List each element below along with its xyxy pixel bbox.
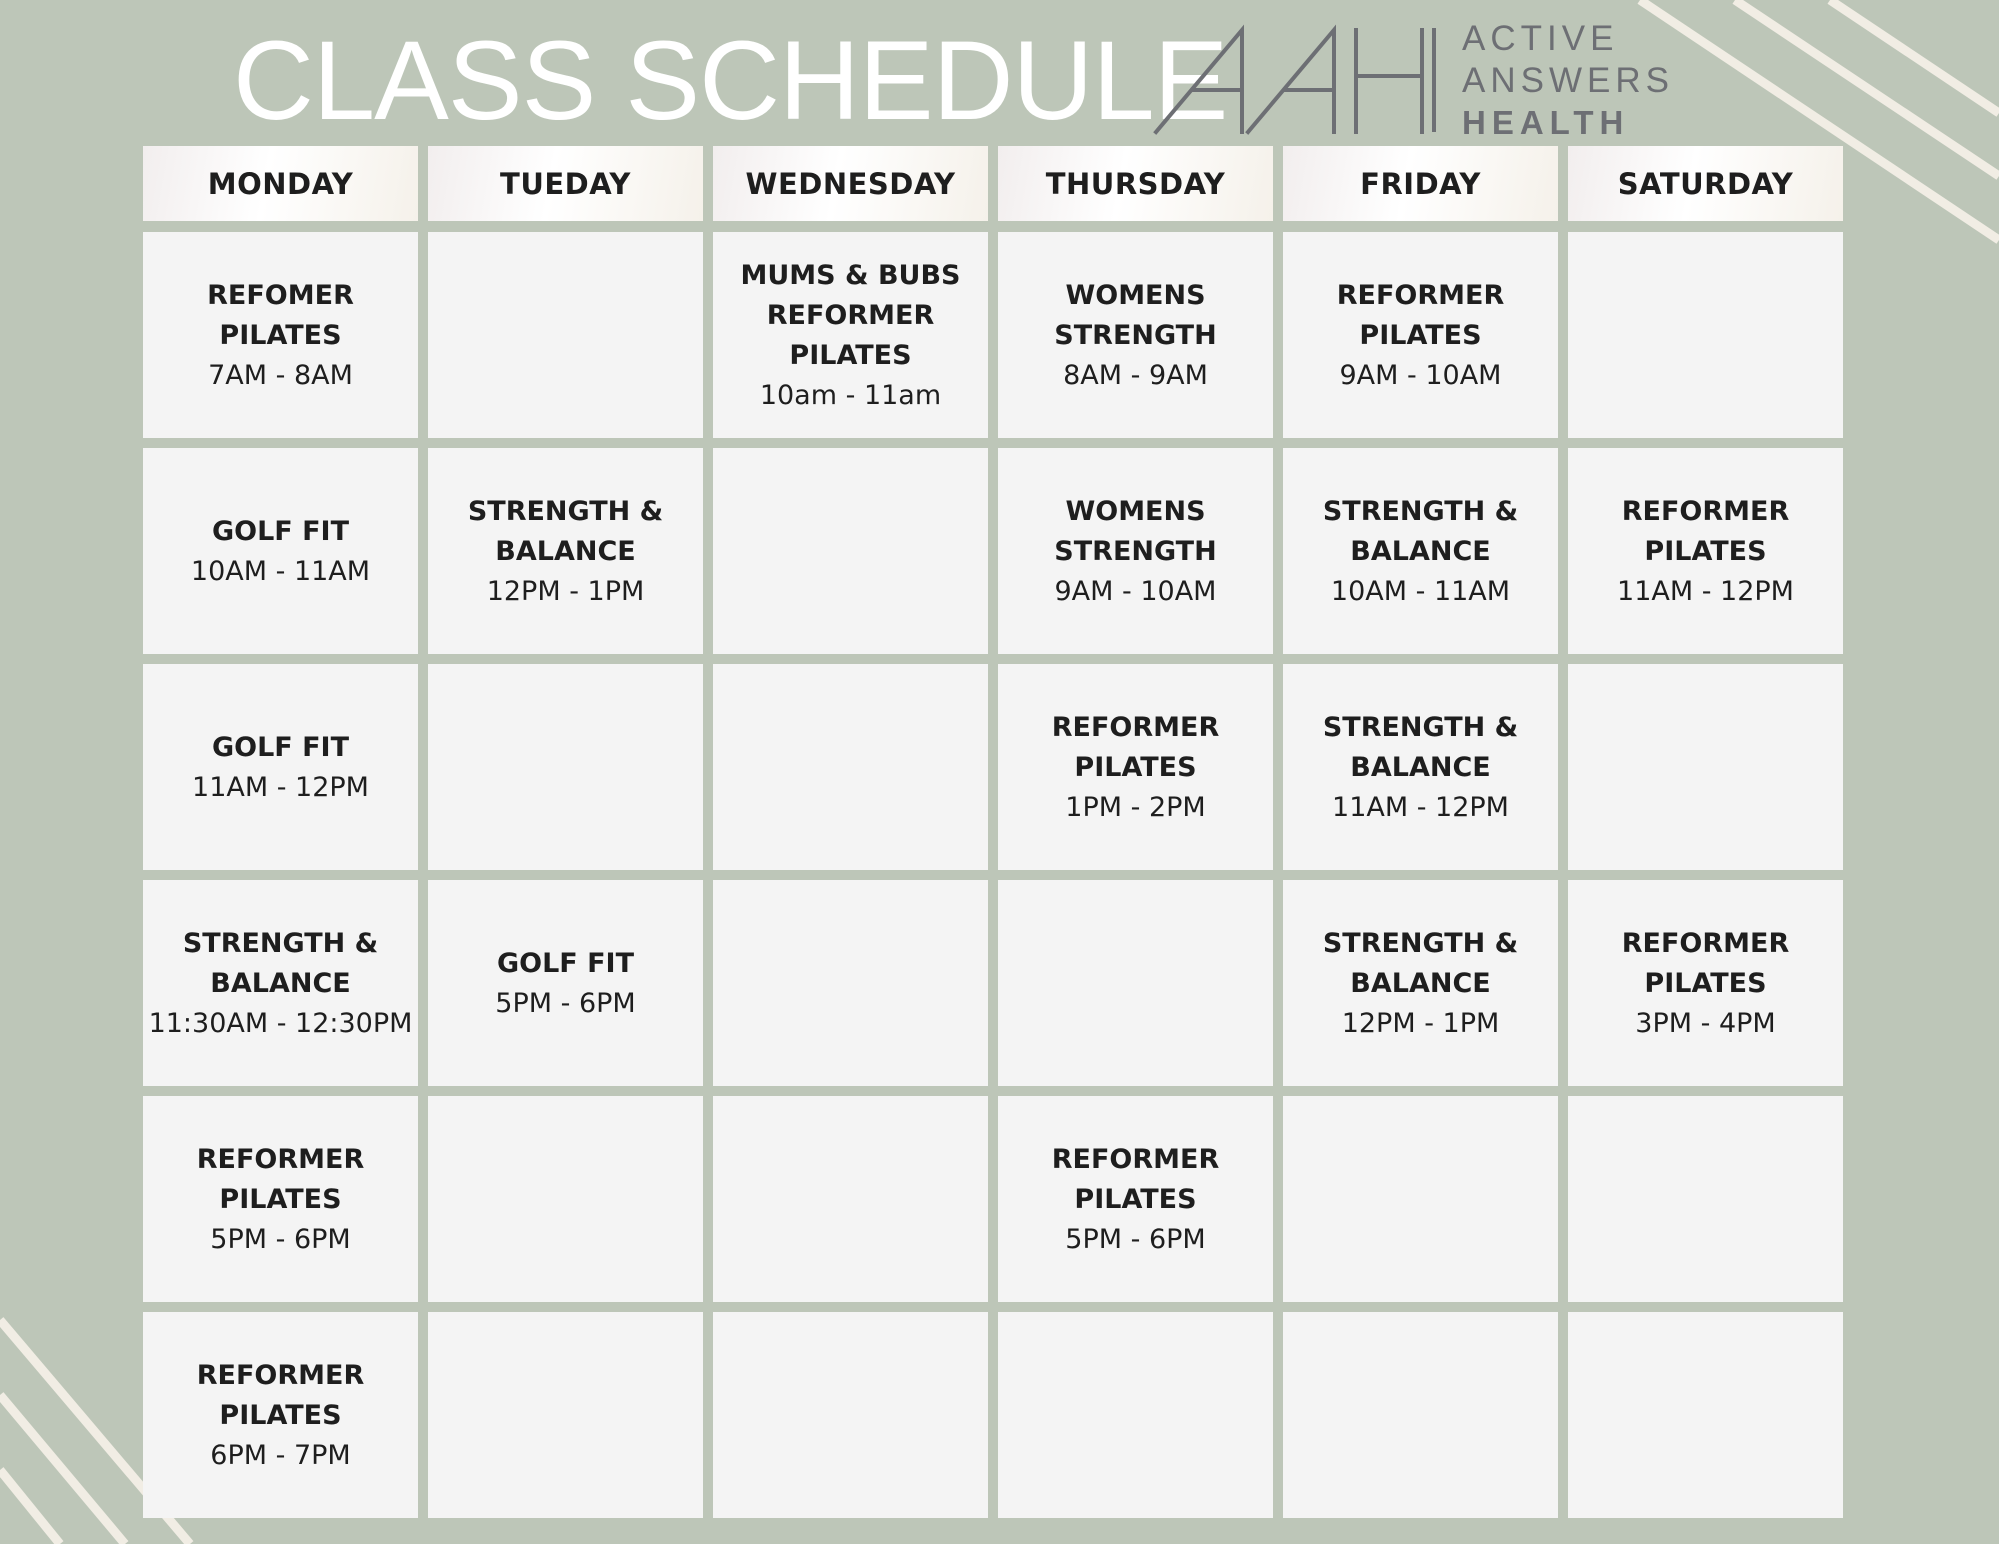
class-time: 5PM - 6PM [495, 987, 636, 1019]
class-name: WOMENS STRENGTH [1054, 495, 1217, 567]
class-time: 5PM - 6PM [1065, 1223, 1206, 1255]
schedule-cell [143, 1096, 418, 1302]
schedule-cell [713, 880, 988, 1086]
class-name: REFOMER PILATES [207, 279, 354, 351]
class-name: GOLF FIT [211, 731, 350, 763]
class-time: 10am - 11am [759, 379, 942, 411]
schedule-cell [1283, 880, 1558, 1086]
day-header-saturday: SATURDAY [1568, 146, 1843, 221]
schedule-cell [1568, 664, 1843, 870]
class-time: 9AM - 10AM [1054, 575, 1217, 607]
class-name: REFORMER PILATES [1336, 279, 1505, 351]
schedule-cell [713, 664, 988, 870]
class-name: REFORMER PILATES [196, 1359, 365, 1431]
schedule-cell [998, 1096, 1273, 1302]
class-name: STRENGTH & BALANCE [1322, 927, 1519, 999]
schedule-cell [998, 448, 1273, 654]
class-time: 8AM - 9AM [1063, 359, 1208, 391]
schedule-cell [1568, 1096, 1843, 1302]
class-name: REFORMER PILATES [1051, 711, 1220, 783]
class-time: 10AM - 11AM [1330, 575, 1511, 607]
class-name: REFORMER PILATES [1621, 927, 1790, 999]
class-time: 1PM - 2PM [1065, 791, 1206, 823]
schedule-cell [713, 1312, 988, 1518]
schedule-cell [713, 1096, 988, 1302]
schedule-cell [998, 664, 1273, 870]
class-time: 3PM - 4PM [1635, 1007, 1776, 1039]
class-name: STRENGTH & BALANCE [1322, 495, 1519, 567]
class-name: REFORMER PILATES [1051, 1143, 1220, 1215]
day-header-tueday: TUEDAY [428, 146, 703, 221]
schedule-cell [428, 232, 703, 438]
schedule-cell [1568, 232, 1843, 438]
day-header-monday: MONDAY [143, 146, 418, 221]
schedule-cell [1568, 448, 1843, 654]
schedule-cell [428, 1312, 703, 1518]
class-time: 11AM - 12PM [1332, 791, 1509, 823]
schedule-cell [143, 232, 418, 438]
class-name: WOMENS STRENGTH [1054, 279, 1217, 351]
class-name: STRENGTH & BALANCE [182, 927, 379, 999]
schedule-cell [1283, 664, 1558, 870]
logo-line-answers: ANSWERS [1462, 61, 1674, 100]
class-name: STRENGTH & BALANCE [467, 495, 664, 567]
day-header-thursday: THURSDAY [998, 146, 1273, 221]
schedule-cell [1283, 1096, 1558, 1302]
schedule-cell [998, 232, 1273, 438]
class-time: 5PM - 6PM [210, 1223, 351, 1255]
class-time: 9AM - 10AM [1339, 359, 1502, 391]
schedule-cell [998, 880, 1273, 1086]
schedule-cell [143, 664, 418, 870]
class-name: GOLF FIT [496, 947, 635, 979]
schedule-cell [1283, 232, 1558, 438]
class-time: 6PM - 7PM [210, 1439, 351, 1471]
class-time: 11:30AM - 12:30PM [148, 1007, 413, 1039]
logo-line-health: HEALTH [1462, 104, 1630, 141]
schedule-cell [428, 880, 703, 1086]
schedule-cell [428, 448, 703, 654]
logo-line-active: ACTIVE [1462, 19, 1619, 58]
schedule-cell [1568, 1312, 1843, 1518]
class-name: STRENGTH & BALANCE [1322, 711, 1519, 783]
class-time: 12PM - 1PM [486, 575, 645, 607]
class-time: 10AM - 11AM [190, 555, 371, 587]
logo-divider [1432, 28, 1436, 132]
class-name: MUMS & BUBS REFORMER PILATES [740, 259, 961, 371]
schedule-cell [143, 448, 418, 654]
class-time: 11AM - 12PM [192, 771, 369, 803]
class-name: REFORMER PILATES [1621, 495, 1790, 567]
schedule-cell [143, 1312, 418, 1518]
schedule-cell [1283, 1312, 1558, 1518]
logo-wordmark [1462, 18, 1674, 144]
day-header-wednesday: WEDNESDAY [713, 146, 988, 221]
day-header-friday: FRIDAY [1283, 146, 1558, 221]
schedule-cell [143, 880, 418, 1086]
schedule-cell [998, 1312, 1273, 1518]
schedule-cell [1283, 448, 1558, 654]
schedule-cell [1568, 880, 1843, 1086]
class-time: 11AM - 12PM [1617, 575, 1794, 607]
aah-logo-mark [1150, 24, 1430, 136]
schedule-cell [428, 1096, 703, 1302]
page-title: CLASS SCHEDULE [233, 18, 1228, 143]
class-name: GOLF FIT [211, 515, 350, 547]
class-name: REFORMER PILATES [196, 1143, 365, 1215]
schedule-cell [713, 232, 988, 438]
schedule-cell [428, 664, 703, 870]
class-time: 12PM - 1PM [1341, 1007, 1500, 1039]
schedule-cell [713, 448, 988, 654]
class-time: 7AM - 8AM [208, 359, 353, 391]
